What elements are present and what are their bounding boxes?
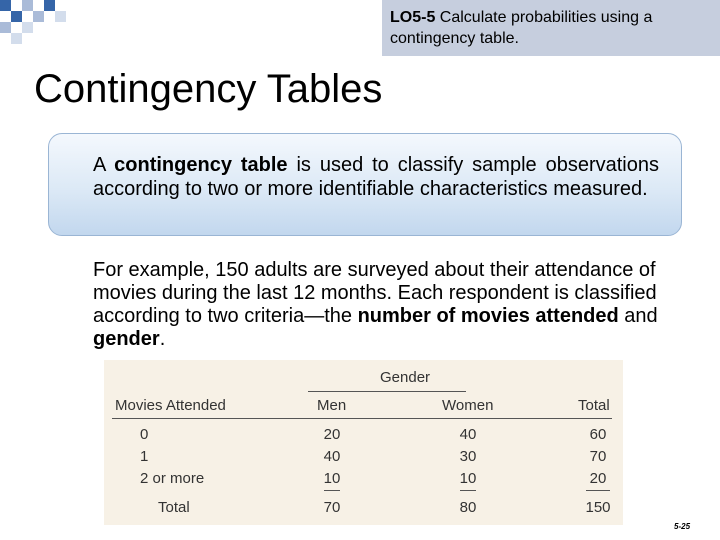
definition-line2: observations according to two or more identifiable <box>93 154 659 200</box>
col-header-women: Women <box>442 397 494 414</box>
table-cell: 70 <box>323 499 341 516</box>
definition-line3: characteristics measured. <box>419 178 648 200</box>
learning-objective-box <box>382 0 720 56</box>
col-header-movies: Movies Attended <box>115 397 226 414</box>
table-cell: 1 <box>140 448 149 465</box>
example-bold-gender: gender <box>93 328 160 350</box>
table-cell: 10 <box>459 470 477 487</box>
definition-term: contingency table <box>114 154 288 176</box>
total-row-label: Total <box>158 499 190 516</box>
example-and: and <box>618 305 658 327</box>
table-cell: 40 <box>459 426 477 443</box>
table-cell: 10 <box>323 470 341 487</box>
definition-text <box>93 153 659 201</box>
definition-prefix: A <box>93 154 115 176</box>
table-cell: 80 <box>459 499 477 516</box>
table-cell: 40 <box>323 448 341 465</box>
example-text <box>93 259 661 351</box>
col-header-total: Total <box>578 397 610 414</box>
sum-rule-total <box>586 490 610 491</box>
lo-text: Calculate probabilities using a contingency table. <box>390 9 653 47</box>
definition-rest-line1: is used to classify sample <box>287 154 537 176</box>
table-cell: 70 <box>589 448 607 465</box>
slide-title: Contingency Tables <box>34 67 383 111</box>
table-cell: 0 <box>140 426 149 443</box>
table-cell: 30 <box>459 448 477 465</box>
sum-rule-men <box>324 490 340 491</box>
example-body: For example, 150 adults are surveyed about their attendance of movies during the last 12 months. Each respondent is classified according to two criteria—the <box>93 259 657 327</box>
slide-number: 5-25 <box>674 522 691 531</box>
table-cell: 20 <box>323 426 341 443</box>
checker-decoration <box>0 0 110 44</box>
lo-code: LO5-5 <box>390 9 436 26</box>
table-cell: 150 <box>585 499 611 516</box>
example-end: . <box>159 328 166 350</box>
example-bold-movies: number of movies attended <box>357 305 619 327</box>
col-header-men: Men <box>317 397 347 414</box>
table-cell: 60 <box>589 426 607 443</box>
contingency-table <box>104 360 623 525</box>
header-rule <box>112 418 612 419</box>
sum-rule-women <box>460 490 476 491</box>
table-cell: 20 <box>589 470 607 487</box>
table-cell: 2 or more <box>140 470 205 487</box>
group-header-gender: Gender <box>380 369 431 386</box>
group-header-rule <box>308 391 466 392</box>
